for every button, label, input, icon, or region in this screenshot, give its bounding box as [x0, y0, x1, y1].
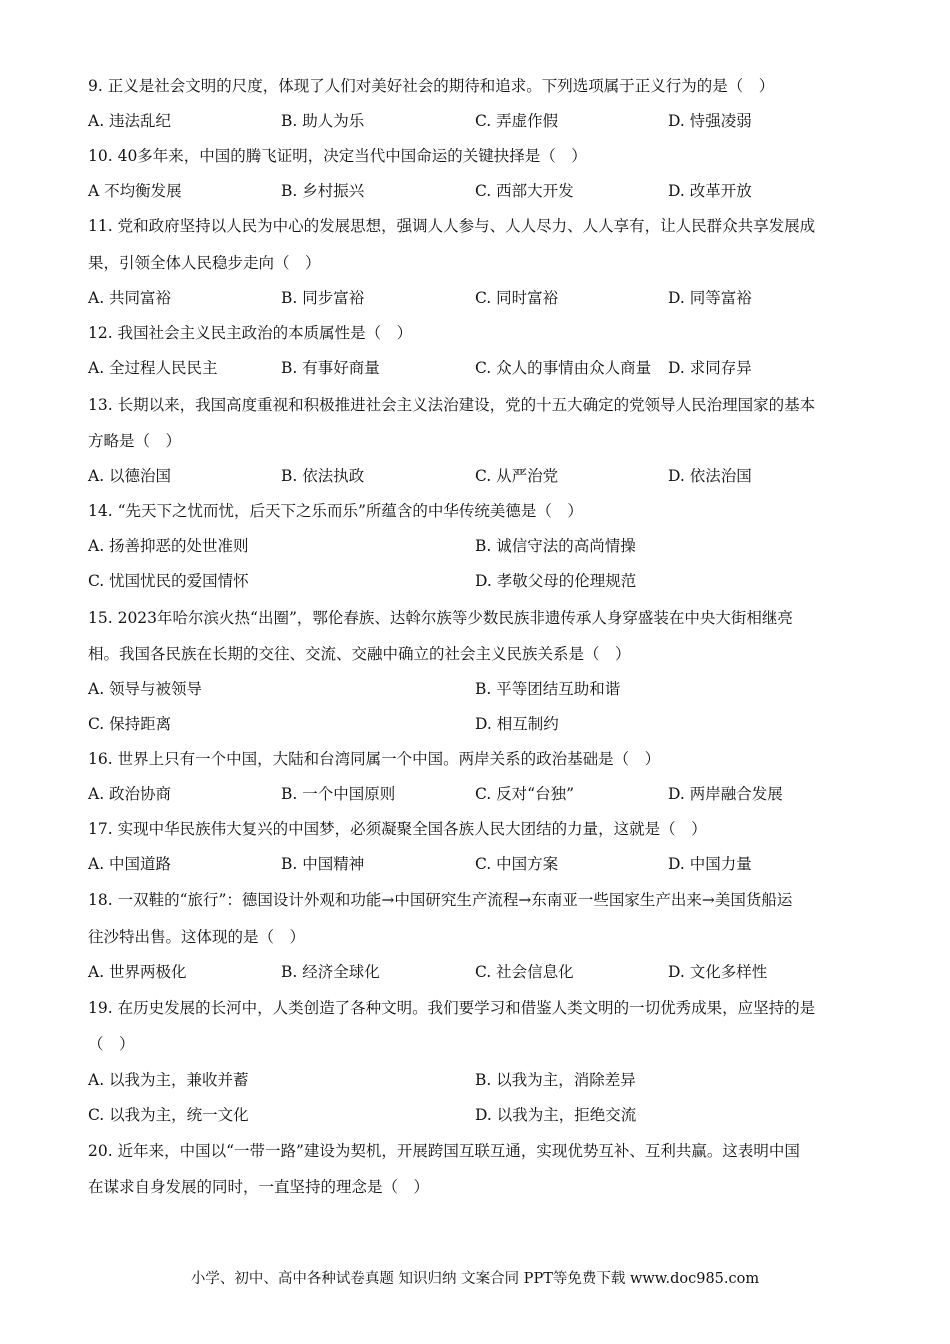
question-12-option-b: B. 有事好商量 — [281, 359, 380, 377]
question-15-option-a: A. 领导与被领导 — [88, 680, 203, 698]
question-9-option-a: A. 违法乱纪 — [88, 112, 172, 130]
question-15-option-d: D. 相互制约 — [475, 715, 559, 733]
question-14-option-a: A. 扬善抑恶的处世准则 — [88, 537, 249, 555]
question-20-text-line-2: 在谋求自身发展的同时，一直坚持的理念是（ ） — [88, 1178, 430, 1196]
question-19-option-d: D. 以我为主，拒绝交流 — [475, 1106, 637, 1124]
question-10-option-a: A 不均衡发展 — [88, 182, 182, 200]
question-17-option-a: A. 中国道路 — [88, 855, 172, 873]
question-13-option-d: D. 依法治国 — [668, 467, 752, 485]
question-11-option-d: D. 同等富裕 — [668, 289, 752, 307]
question-18-text-line-1: 18. 一双鞋的“旅行”：德国设计外观和功能→中国研究生产流程→东南亚一些国家生产出来→美国货船运 — [88, 891, 793, 909]
question-19-option-b: B. 以我为主，消除差异 — [475, 1071, 636, 1089]
question-16-option-d: D. 两岸融合发展 — [668, 785, 783, 803]
question-11-option-c: C. 同时富裕 — [475, 289, 559, 307]
question-12-option-d: D. 求同存异 — [668, 359, 752, 377]
question-13-option-a: A. 以德治国 — [88, 467, 172, 485]
question-15-option-b: B. 平等团结互助和谐 — [475, 680, 621, 698]
question-17-text: 17. 实现中华民族伟大复兴的中国梦，必须凝聚全国各族人民大团结的力量，这就是（ ） — [88, 820, 707, 838]
question-9-option-c: C. 弄虚作假 — [475, 112, 559, 130]
question-14-option-b: B. 诚信守法的高尚情操 — [475, 537, 636, 555]
question-13-option-b: B. 依法执政 — [281, 467, 365, 485]
question-19-option-c: C. 以我为主，统一文化 — [88, 1106, 249, 1124]
question-13-text-line-2: 方略是（ ） — [88, 432, 182, 450]
question-11-option-b: B. 同步富裕 — [281, 289, 365, 307]
question-20-text-line-1: 20. 近年来，中国以“一带一路”建设为契机，开展跨国互联互通，实现优势互补、互利共赢。这表明中国 — [88, 1142, 800, 1160]
question-17-option-c: C. 中国方案 — [475, 855, 559, 873]
question-10-option-d: D. 改革开放 — [668, 182, 752, 200]
question-19-option-a: A. 以我为主，兼收并蓄 — [88, 1071, 249, 1089]
question-15-text-line-2: 相。我国各民族在长期的交往、交流、交融中确立的社会主义民族关系是（ ） — [88, 645, 631, 663]
question-11-option-a: A. 共同富裕 — [88, 289, 172, 307]
question-18-option-c: C. 社会信息化 — [475, 963, 574, 981]
question-15-option-c: C. 保持距离 — [88, 715, 172, 733]
question-9-option-d: D. 恃强凌弱 — [668, 112, 752, 130]
question-13-text-line-1: 13. 长期以来，我国高度重视和积极推进社会主义法治建设，党的十五大确定的党领导人民治理国家的基本 — [88, 396, 816, 414]
question-14-option-d: D. 孝敬父母的伦理规范 — [475, 572, 637, 590]
page-footer: 小学、初中、高中各种试卷真题 知识归纳 文案合同 PPT等免费下载 www.doc985.com — [190, 1271, 760, 1287]
question-12-option-a: A. 全过程人民民主 — [88, 359, 218, 377]
question-18-option-d: D. 文化多样性 — [668, 963, 768, 981]
question-19-text-line-2: （ ） — [88, 1035, 135, 1053]
question-19-text-line-1: 19. 在历史发展的长河中，人类创造了各种文明。我们要学习和借鉴人类文明的一切优秀成果，应坚持的是 — [88, 999, 816, 1017]
question-16-option-a: A. 政治协商 — [88, 785, 172, 803]
question-17-option-b: B. 中国精神 — [281, 855, 365, 873]
question-17-option-d: D. 中国力量 — [668, 855, 752, 873]
question-10-option-b: B. 乡村振兴 — [281, 182, 365, 200]
question-16-text: 16. 世界上只有一个中国，大陆和台湾同属一个中国。两岸关系的政治基础是（ ） — [88, 750, 661, 768]
question-9-text: 9. 正义是社会文明的尺度，体现了人们对美好社会的期待和追求。下列选项属于正义行为的是（ ） — [88, 77, 775, 95]
question-16-option-c: C. 反对“台独” — [475, 785, 575, 803]
question-10-text: 10. 40多年来，中国的腾飞证明，决定当代中国命运的关键抉择是（ ） — [88, 147, 587, 165]
question-11-text-line-2: 果，引领全体人民稳步走向（ ） — [88, 254, 321, 272]
question-18-text-line-2: 往沙特出售。这体现的是（ ） — [88, 928, 306, 946]
question-18-option-b: B. 经济全球化 — [281, 963, 380, 981]
question-10-option-c: C. 西部大开发 — [475, 182, 574, 200]
question-12-option-c: C. 众人的事情由众人商量 — [475, 359, 652, 377]
question-16-option-b: B. 一个中国原则 — [281, 785, 396, 803]
question-13-option-c: C. 从严治党 — [475, 467, 559, 485]
question-14-text: 14. “先天下之忧而忧，后天下之乐而乐”所蕴含的中华传统美德是（ ） — [88, 502, 583, 520]
question-9-option-b: B. 助人为乐 — [281, 112, 365, 130]
question-18-option-a: A. 世界两极化 — [88, 963, 187, 981]
question-14-option-c: C. 忧国忧民的爱国情怀 — [88, 572, 249, 590]
question-15-text-line-1: 15. 2023年哈尔滨火热“出圈”，鄂伦春族、达斡尔族等少数民族非遗传承人身穿盛装在中央大街相继亮 — [88, 609, 793, 627]
question-12-text: 12. 我国社会主义民主政治的本质属性是（ ） — [88, 324, 413, 342]
question-11-text-line-1: 11. 党和政府坚持以人民为中心的发展思想，强调人人参与、人人尽力、人人享有，让人民群众共享发展成 — [88, 217, 816, 235]
